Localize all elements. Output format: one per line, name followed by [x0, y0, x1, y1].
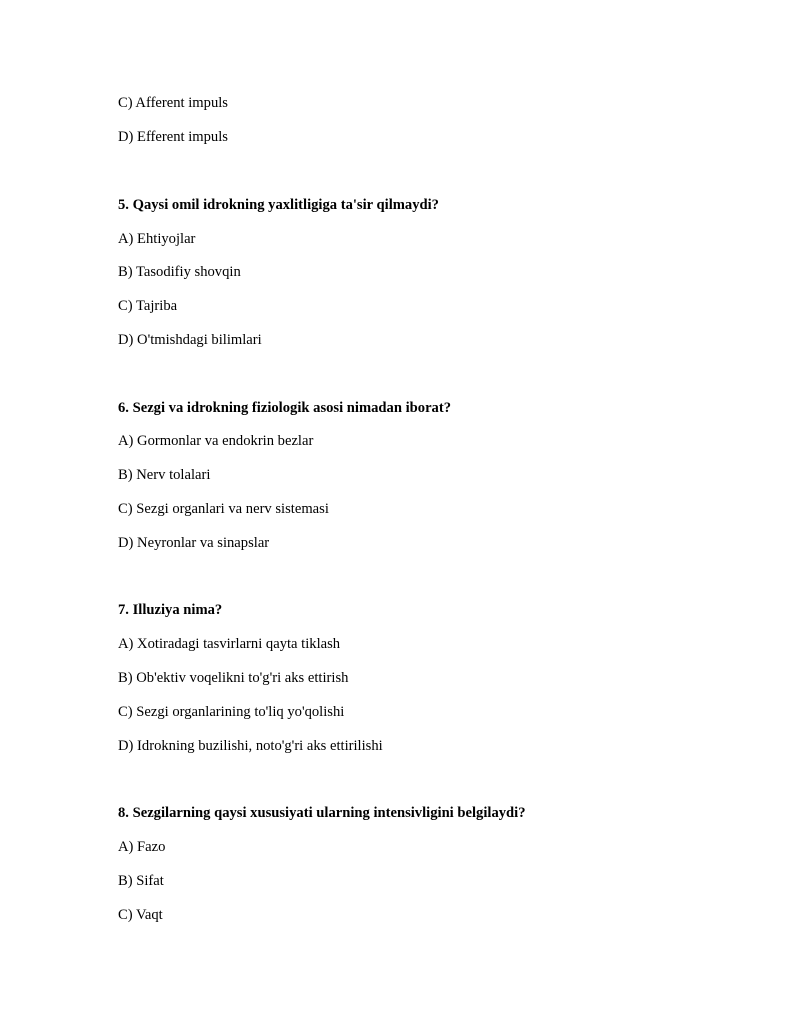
answer-option: D) O'tmishdagi bilimlari [118, 332, 262, 348]
question-title: 5. Qaysi omil idrokning yaxlitligiga ta'sir qilmaydi? [118, 197, 439, 213]
answer-option: C) Tajriba [118, 298, 178, 314]
answer-option: C) Vaqt [118, 907, 163, 923]
answer-option: D) Efferent impuls [118, 129, 228, 145]
answer-option: A) Xotiradagi tasvirlarni qayta tiklash [118, 636, 341, 652]
answer-option: B) Tasodifiy shovqin [118, 264, 241, 280]
answer-option: A) Ehtiyojlar [118, 231, 196, 247]
answer-option: C) Sezgi organlarining to'liq yo'qolishi [118, 704, 345, 720]
answer-option: B) Ob'ektiv voqelikni to'g'ri aks ettirish [118, 670, 349, 686]
answer-option: D) Idrokning buzilishi, noto'g'ri aks ettirilishi [118, 738, 383, 754]
answer-option: D) Neyronlar va sinapslar [118, 535, 270, 551]
answer-option: C) Sezgi organlari va nerv sistemasi [118, 501, 329, 517]
question-title: 7. Illuziya nima? [118, 602, 223, 618]
question-title: 6. Sezgi va idrokning fiziologik asosi nimadan iborat? [118, 400, 452, 416]
answer-option: B) Nerv tolalari [118, 467, 211, 483]
answer-option: C) Afferent impuls [118, 95, 228, 111]
answer-option: A) Gormonlar va endokrin bezlar [118, 433, 314, 449]
answer-option: A) Fazo [118, 839, 166, 855]
question-title: 8. Sezgilarning qaysi xususiyati ularning intensivligini belgilaydi? [118, 805, 526, 821]
answer-option: B) Sifat [118, 873, 164, 889]
